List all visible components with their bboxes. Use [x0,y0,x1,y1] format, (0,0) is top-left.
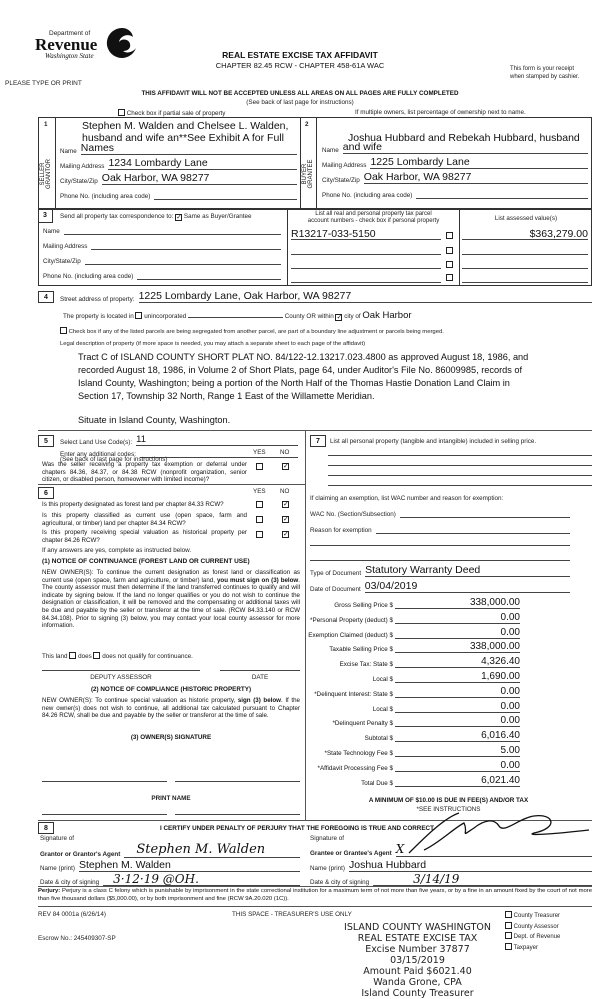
land-use-code-field[interactable]: 11 [136,434,298,446]
grantee-signature-scribble [404,808,594,858]
perjury-notice: Perjury: Perjury is a class C felony which is punishable by imprisonment in the state correctional institution for a maximum term of not more than five years, or by a fine in an amount fixed by the court of not more than five thousand dollars ($5,000.00), or by both imprisonment and fine (RCW 9A.20.020 (1C)). [38,888,592,902]
unincorporated-checkbox[interactable] [135,312,142,319]
calc-value-field[interactable]: 338,000.00 [395,597,520,609]
dor-logo: Department of Revenue Washington State [35,30,97,60]
current-use-yes-checkbox[interactable] [256,516,263,523]
dept-revenue-checkbox[interactable] [505,932,512,939]
calc-row [300,656,520,668]
calc-row [300,612,520,624]
buyer-phone-field[interactable] [416,189,588,199]
calc-label: *State Technology Fee $ [324,750,393,757]
seller-phone-field[interactable] [154,190,297,200]
calc-value-field[interactable]: 6,021.40 [395,775,520,787]
correspondence-name-field[interactable] [64,225,281,235]
owner-signature-line[interactable] [175,781,300,782]
personal-property-line[interactable] [328,475,592,476]
calc-row [300,715,520,727]
parcel-field[interactable] [291,271,441,283]
treasurer-stamp: ISLAND COUNTY WASHINGTON REAL ESTATE EXCISE TAX Excise Number 37877 03/15/2019 Amount Paid $6021.40 Wanda Grone, CPA Island County Treasurer [344,922,491,999]
calc-value-field[interactable]: 0.00 [395,760,520,772]
personal-property-line[interactable] [328,455,592,456]
calc-row [300,760,520,772]
same-as-buyer-checkbox[interactable]: ✓ [176,214,183,221]
seller-exemption-yes-checkbox[interactable] [256,463,263,470]
calc-label: Subtotal $ [364,735,393,743]
exemption-reason-field[interactable] [376,524,570,534]
calc-value-field[interactable]: 0.00 [395,701,520,713]
parcel-field[interactable]: R13217-033-5150 [291,228,441,240]
calc-row [300,701,520,713]
buyer-city-field[interactable]: Oak Harbor, WA 98277 [364,171,588,184]
seller-name-field[interactable]: Names [81,142,297,155]
calc-value-field[interactable]: 338,000.00 [395,641,520,653]
form-title: REAL ESTATE EXCISE TAX AFFIDAVIT [222,50,378,60]
document-date-field[interactable]: 03/04/2019 [365,580,570,593]
does-qualify-checkbox[interactable] [69,652,76,659]
assessed-value-field[interactable] [462,257,588,269]
correspondence-city-field[interactable] [85,255,281,265]
personal-property-line[interactable] [328,465,592,466]
owner-print-name-line[interactable] [42,814,167,815]
seller-exemption-no-checkbox[interactable]: ✓ [283,463,289,470]
calc-value-field[interactable]: 6,016.40 [395,730,520,742]
city-checkbox[interactable]: ✓ [336,314,343,321]
calc-value-field[interactable]: 4,326.40 [395,656,520,668]
calc-row [300,671,520,683]
personal-property-line[interactable] [328,485,592,486]
grantee-date-field[interactable]: 3/14/19 [373,873,592,886]
owner-signature-line[interactable] [42,781,167,782]
assessed-value-field[interactable] [462,243,588,255]
calc-row [300,745,520,757]
county-treasurer-checkbox[interactable] [505,911,512,918]
assessor-date-line[interactable] [220,670,300,671]
calc-value-field[interactable]: 1,690.00 [395,671,520,683]
owner-print-name-line[interactable] [175,814,300,815]
calc-label: *Delinquent Penalty $ [332,720,393,728]
segregated-checkbox[interactable] [60,327,67,334]
calc-label: Taxable Selling Price $ [329,646,393,654]
calc-label: *Delinquent Interest: State $ [314,690,393,698]
legal-description: Tract C of ISLAND COUNTY SHORT PLAT NO. 84/122-12.13217.023.4800 as approved August 18, 1986, and recorded August 18, 1986, in Volume 2 of Short Plats, page 64, under Auditor's File No. 86009985, records of Island County, Washington; being a portion of the North Half of the Thomas Hastie Donation Land Claim in Section 17, Township 32 North, Range 1 East of the Willamette Meridian. Situate in Island County, Washington. [78,352,529,425]
partial-sale-checkbox[interactable] [118,109,125,116]
current-use-no-checkbox[interactable]: ✓ [283,516,289,523]
calc-value-field[interactable]: 0.00 [395,686,520,698]
personal-property-checkbox[interactable] [446,232,453,239]
calc-value-field[interactable]: 0.00 [395,715,520,727]
does-not-qualify-checkbox[interactable] [93,652,100,659]
document-type-field[interactable]: Statutory Warranty Deed [365,564,570,577]
correspondence-mail-field[interactable] [91,240,281,250]
buyer-name-field[interactable]: and wife [343,141,588,154]
assessed-value-field[interactable]: $363,279.00 [462,228,588,240]
calc-label: Local $ [372,705,393,713]
calc-row [300,730,520,742]
wac-number-field[interactable] [400,508,570,518]
calc-value-field[interactable]: 0.00 [395,627,520,639]
calc-row [300,597,520,609]
assessed-value-field[interactable] [462,271,588,283]
grantor-name-field[interactable]: Stephen M. Walden [79,859,300,872]
calc-label: *Affidavit Processing Fee $ [317,764,393,772]
calc-row [300,641,520,653]
forest-land-no-checkbox[interactable]: ✓ [283,501,289,508]
calc-value-field[interactable]: 0.00 [395,612,520,624]
notice-of-compliance: NEW OWNER(S): To continue special valuation as historic property, sign (3) below. If the new owner(s) does not wish to continue, all additional tax calculated pursuant to Chapter 84.26 RCW, shall be due and payable by the seller or transferor at the time of sale. [42,697,300,720]
calc-row [300,686,520,698]
parcel-field[interactable] [291,243,441,255]
calc-label: *Personal Property (deduct) $ [310,616,393,624]
historic-yes-checkbox[interactable] [256,531,263,538]
personal-property-checkbox[interactable] [446,261,453,268]
calc-label: Excise Tax: State $ [339,661,393,669]
forest-land-yes-checkbox[interactable] [256,501,263,508]
calc-value-field[interactable]: 5.00 [395,745,520,757]
county-assessor-checkbox[interactable] [505,922,512,929]
property-address-field[interactable]: 1225 Lombardy Lane, Oak Harbor, WA 98277 [139,290,592,303]
parcel-field[interactable] [291,257,441,269]
calc-row [300,627,520,639]
seller-mailing-address-field[interactable]: 1234 Lombardy Lane [108,157,297,170]
calc-label: Local $ [372,676,393,683]
calc-label: Total Due $ [361,779,393,787]
notice-of-continuance: NEW OWNER(S): To continue the current designation as forest land or classification as current use (open space, farm and agriculture, or timber) land, you must sign on (3) below. The county assessor must then determine if the land transferred continues to qualify and will indicate by signing below. If the land no longer qualifies or you do not wish to continue the designation or classification, it will be removed and the compensating or additional taxes will be due and payable by the seller or transferor at the time of sale. (RCW 84.33.140 or RCW 84.34.108). Prior to signing (3) below, you may contact your local county assessor for more information. [42,569,300,630]
grantor-signature[interactable]: Stephen M. Walden [124,842,300,858]
calc-label: Exemption Claimed (deduct) $ [308,631,393,639]
seller-city-field[interactable]: Oak Harbor, WA 98277 [102,172,297,185]
taxpayer-checkbox[interactable] [505,943,512,950]
grantee-signature[interactable]: X [396,842,592,857]
historic-no-checkbox[interactable]: ✓ [283,531,289,538]
correspondence-phone-field[interactable] [137,270,281,280]
personal-property-checkbox[interactable] [446,247,453,254]
copy-distribution: County Treasurer County Assessor Dept. of Revenue Taxpayer [505,911,560,953]
deputy-assessor-signature-line[interactable] [42,670,200,671]
calc-label: Gross Selling Price $ [334,602,393,609]
grantor-date-field[interactable]: 3·12·19 @OH. [103,873,300,886]
buyer-mailing-address-field[interactable]: 1225 Lombardy Lane [370,156,588,169]
grantee-name-field[interactable]: Joshua Hubbard [349,859,592,872]
calc-row [300,775,520,787]
personal-property-checkbox[interactable] [446,274,453,281]
